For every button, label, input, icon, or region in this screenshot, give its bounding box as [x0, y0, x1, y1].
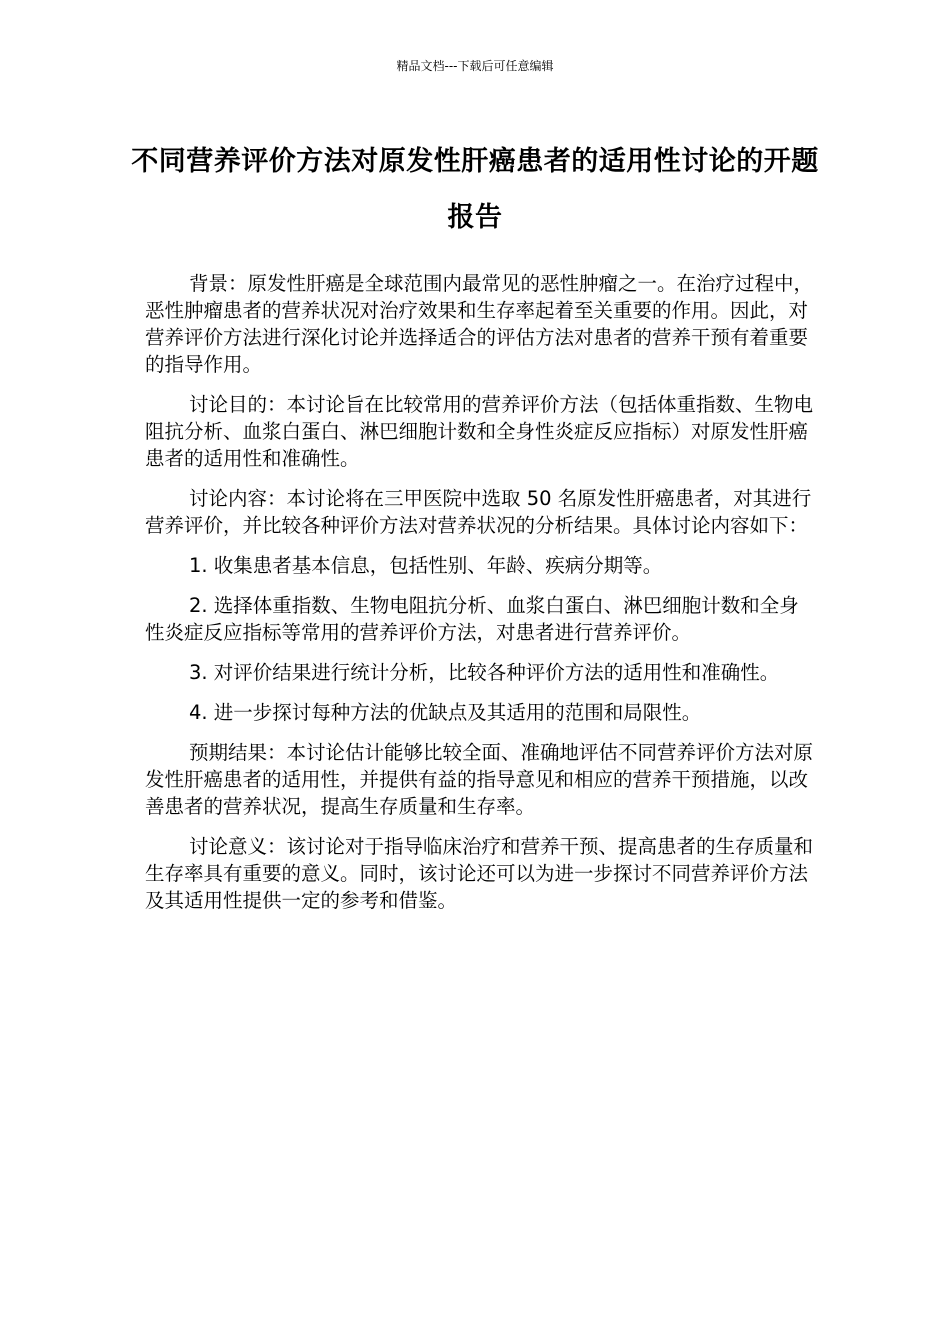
paragraph-significance: 讨论意义：该讨论对于指导临床治疗和营养干预、提高患者的生存质量和生存率具有重要的意义。同时，该讨论还可以为进一步探讨不同营养评价方法及其适用性提供一定的参考和借鉴。 [145, 835, 814, 912]
list-item-3: 3. 对评价结果进行统计分析，比较各种评价方法的适用性和准确性。 [189, 661, 780, 684]
paragraph-expected: 预期结果：本讨论估计能够比较全面、准确地评估不同营养评价方法对原发性肝癌患者的适用性，并提供有益的指导意见和相应的营养干预措施，以改善患者的营养状况，提高生存质量和生存率。 [145, 741, 814, 818]
list-item-2: 2. 选择体重指数、生物电阻抗分析、血浆白蛋白、淋巴细胞计数和全身性炎症反应指标等常用的营养评价方法，对患者进行营养评价。 [145, 594, 799, 644]
header-note: 精品文档---下载后可任意编辑 [396, 59, 554, 73]
document-body [145, 270, 813, 927]
paragraph-content: 讨论内容：本讨论将在三甲医院中选取 50 名原发性肝癌患者，对其进行营养评价，并比较各种评价方法对营养状况的分析结果。具体讨论内容如下： [145, 487, 812, 537]
document-title: 不同营养评价方法对原发性肝癌患者的适用性讨论的开题报告 [131, 146, 819, 233]
paragraph-background: 背景：原发性肝癌是全球范围内最常见的恶性肿瘤之一。在治疗过程中，恶性肿瘤患者的营养状况对治疗效果和生存率起着至关重要的作用。因此，对营养评价方法进行深化讨论并选择适合的评估方法对患者的营养干预有着重要的指导作用。 [145, 272, 814, 376]
list-item-1: 1. 收集患者基本信息，包括性别、年龄、疾病分期等。 [189, 554, 663, 577]
list-item-4: 4. 进一步探讨每种方法的优缺点及其适用的范围和局限性。 [189, 701, 702, 724]
paragraph-purpose: 讨论目的：本讨论旨在比较常用的营养评价方法（包括体重指数、生物电阻抗分析、血浆白蛋白、淋巴细胞计数和全身性炎症反应指标）对原发性肝癌患者的适用性和准确性。 [145, 393, 814, 470]
